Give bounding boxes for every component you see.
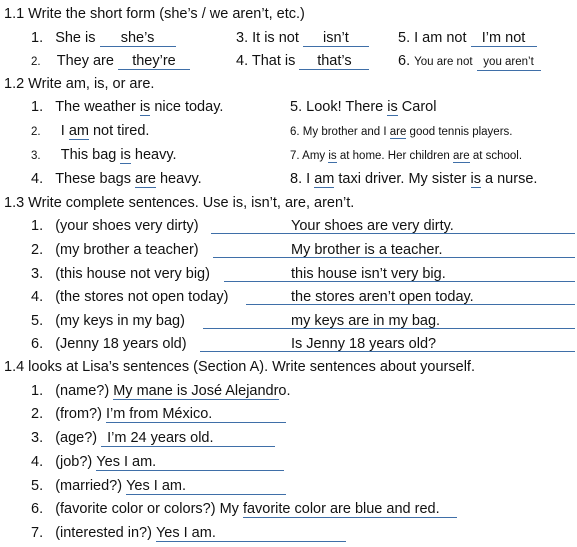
item-prompt: (interested in?): [55, 525, 152, 541]
answer-underline: [213, 257, 575, 258]
answer-field[interactable]: she’s: [100, 30, 176, 47]
answer-field[interactable]: My mane is José Alejandro.: [113, 383, 291, 399]
item-text: I: [306, 171, 315, 187]
section-1-1-heading: 1.1 Write the short form (she’s / we aren’t, etc.): [4, 6, 305, 22]
item-text: This bag: [60, 147, 121, 163]
item-number: 6.: [31, 336, 44, 352]
answer-underline: [224, 281, 575, 282]
item-number: 1.: [31, 99, 44, 115]
item-prompt: (age?): [55, 430, 98, 446]
item-prompt: (favorite color or colors?) My: [55, 501, 239, 517]
s2-item-7: [290, 147, 522, 165]
answer-field[interactable]: I’m from México.: [106, 406, 286, 423]
verb-answer[interactable]: is: [387, 99, 398, 115]
item-prompt: (my keys in my bag): [55, 313, 185, 329]
item-number: 5.: [31, 313, 44, 329]
item-text: My brother and I: [302, 126, 390, 138]
item-number: 5.: [290, 99, 303, 115]
item-number: 4.: [31, 171, 44, 187]
answer-field[interactable]: I’m 24 years old.: [101, 430, 275, 447]
item-text: nice today.: [150, 99, 224, 115]
item-number: 4.: [236, 53, 249, 69]
verb-answer[interactable]: are: [389, 126, 407, 138]
item-number: 3.: [31, 430, 44, 446]
s3-item-2: [31, 241, 199, 259]
s4-item-5: [31, 477, 286, 495]
s1-item-2: [31, 52, 190, 71]
s1-item-5: [398, 29, 537, 47]
item-text: I: [60, 123, 69, 139]
item-prompt: (from?): [55, 406, 102, 422]
s3-item-1: [31, 217, 199, 235]
item-prompt: (Jenny 18 years old): [55, 336, 187, 352]
item-prompt: (job?): [55, 454, 93, 470]
item-text: heavy.: [155, 171, 202, 187]
answer-field[interactable]: My brother is a teacher.: [291, 242, 443, 258]
item-text: at school.: [469, 150, 523, 162]
verb-answer[interactable]: are: [453, 150, 470, 162]
s2-item-2: [31, 122, 149, 141]
item-number: 5.: [398, 30, 411, 46]
item-prompt: (your shoes very dirty): [55, 218, 199, 234]
item-text: taxi driver. My sister: [334, 171, 471, 187]
s2-item-8: [290, 170, 537, 188]
item-text: These bags: [55, 171, 135, 187]
verb-answer[interactable]: are: [135, 171, 156, 187]
section-1-3-heading: 1.3 Write complete sentences. Use is, isn’t, are, aren’t.: [4, 195, 355, 211]
item-number: 3.: [31, 150, 41, 162]
item-prompt: (this house not very big): [55, 266, 210, 282]
answer-field[interactable]: this house isn’t very big.: [291, 266, 446, 282]
item-number: 6.: [31, 501, 44, 517]
item-number: 6.: [290, 126, 300, 138]
answer-field[interactable]: they’re: [118, 53, 190, 70]
item-number: 4.: [31, 454, 44, 470]
item-number: 1.: [31, 30, 44, 46]
s3-item-4: [31, 288, 229, 306]
verb-answer[interactable]: am: [314, 171, 335, 187]
item-number: 6.: [398, 53, 411, 69]
item-number: 2.: [31, 242, 44, 258]
s2-item-3: [31, 146, 177, 165]
answer-field[interactable]: that’s: [299, 53, 369, 70]
answer-underline: [200, 351, 575, 352]
item-prompt: (my brother a teacher): [55, 242, 199, 258]
item-number: 5.: [31, 478, 44, 494]
item-number: 4.: [31, 289, 44, 305]
s4-item-3: [31, 429, 275, 447]
item-prompt: They are: [56, 53, 114, 69]
s2-item-4: [31, 170, 202, 188]
s1-item-1: [31, 29, 176, 47]
answer-underline: [211, 233, 575, 234]
s4-item-7: [31, 524, 346, 542]
answer-underline: [203, 328, 575, 329]
verb-answer[interactable]: is: [139, 99, 151, 115]
s2-item-1: [31, 98, 223, 116]
item-prompt: (name?): [55, 383, 110, 399]
section-1-4-heading: 1.4 looks at Lisa’s sentences (Section A). Write sentences about yourself.: [4, 359, 475, 375]
item-prompt: She is: [55, 30, 96, 46]
s4-item-4: [31, 453, 284, 471]
section-1-2-heading: 1.2 Write am, is, or are.: [4, 76, 155, 92]
item-text: not tired.: [88, 123, 150, 139]
s2-item-6: [290, 123, 512, 141]
item-text: Carol: [397, 99, 437, 115]
answer-field[interactable]: isn’t: [303, 30, 369, 47]
item-text: a nurse.: [481, 171, 538, 187]
item-text: Look! There: [306, 99, 388, 115]
answer-field[interactable]: favorite color are blue and red.: [243, 501, 457, 518]
s2-item-5: [290, 98, 436, 116]
item-text: Amy: [302, 150, 329, 162]
answer-field[interactable]: Your shoes are very dirty.: [291, 218, 454, 234]
s1-item-4: [236, 52, 369, 70]
item-text: The weather: [55, 99, 140, 115]
s4-item-2: [31, 405, 286, 423]
answer-field[interactable]: the stores aren’t open today.: [291, 289, 474, 305]
verb-answer[interactable]: is: [328, 150, 337, 162]
item-text: at home. Her children: [336, 150, 454, 162]
answer-field[interactable]: I’m not: [471, 30, 537, 47]
item-number: 8.: [290, 171, 303, 187]
s3-item-5: [31, 312, 185, 330]
s4-item-6: [31, 500, 457, 518]
answer-field[interactable]: Yes I am.: [96, 454, 284, 471]
answer-field[interactable]: Yes I am.: [126, 478, 286, 495]
item-prompt: That is: [251, 53, 296, 69]
verb-answer[interactable]: is: [120, 147, 131, 163]
item-number: 3.: [236, 30, 249, 46]
item-prompt: It is not: [252, 30, 299, 46]
item-text: heavy.: [130, 147, 177, 163]
s4-item-1: [31, 382, 291, 400]
item-prompt: (married?): [55, 478, 123, 494]
item-number: 1.: [31, 218, 44, 234]
answer-underline: [246, 304, 575, 305]
item-number: 2.: [31, 126, 41, 138]
s3-item-6: [31, 335, 187, 353]
item-number: 1.: [31, 383, 44, 399]
item-prompt: (the stores not open today): [55, 289, 229, 305]
s3-item-3: [31, 265, 210, 283]
item-number: 7.: [290, 150, 300, 162]
item-text: good tennis players.: [406, 126, 513, 138]
item-number: 2.: [31, 56, 41, 68]
s1-item-3: [236, 29, 369, 47]
item-prompt: I am not: [414, 30, 467, 46]
verb-answer[interactable]: am: [68, 123, 89, 139]
item-number: 2.: [31, 406, 44, 422]
item-prompt: You are not: [414, 56, 473, 68]
verb-answer[interactable]: is: [470, 171, 481, 187]
s1-item-6: [398, 52, 541, 71]
item-number: 7.: [31, 525, 44, 541]
answer-field[interactable]: my keys are in my bag.: [291, 313, 441, 329]
item-number: 3.: [31, 266, 44, 282]
answer-field[interactable]: Yes I am.: [156, 525, 346, 542]
answer-field[interactable]: Is Jenny 18 years old?: [291, 336, 437, 352]
answer-field[interactable]: you aren’t: [477, 54, 541, 71]
